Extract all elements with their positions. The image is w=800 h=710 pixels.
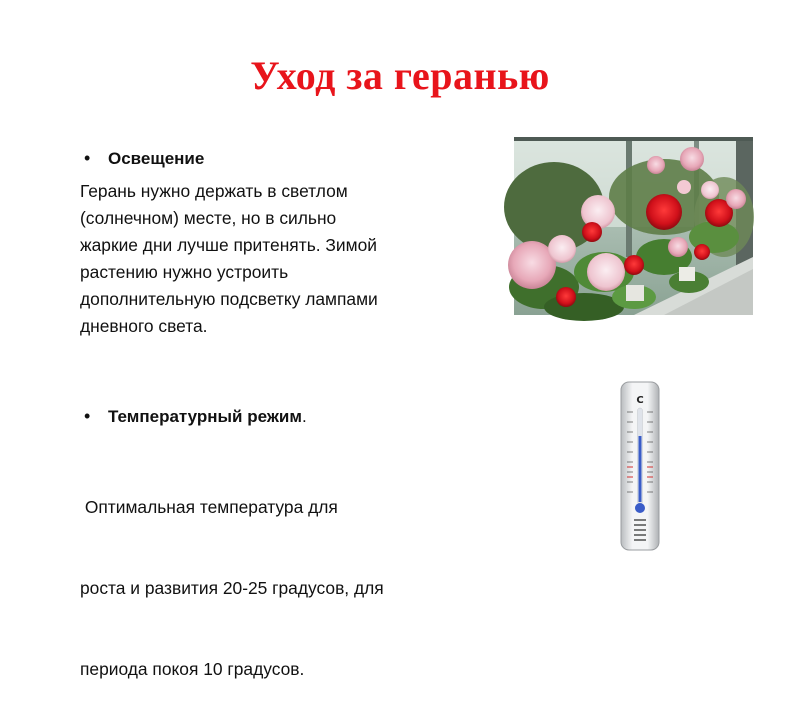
temperature-text xyxy=(80,440,384,710)
lighting-line: Герань нужно держать в светлом xyxy=(80,181,348,201)
geranium-photo xyxy=(514,137,753,315)
temperature-heading-suffix: . xyxy=(301,406,307,426)
temperature-line: роста и развития 20-25 градусов, для xyxy=(80,578,384,598)
bullet-icon: • xyxy=(84,148,91,168)
lighting-line: (солнечном) месте, но в сильно xyxy=(80,208,337,228)
temperature-heading: Температурный режим xyxy=(108,406,302,426)
lighting-line: жаркие дни лучше притенять. Зимой xyxy=(80,235,377,255)
temperature-line: периода покоя 10 градусов. xyxy=(80,659,305,679)
temperature-bullet xyxy=(84,406,307,427)
thermometer-image xyxy=(619,380,661,552)
lighting-text xyxy=(80,178,378,340)
thermometer-unit: C xyxy=(636,395,644,406)
slide-title: Уход за геранью xyxy=(250,53,550,98)
lighting-bullet xyxy=(84,148,204,169)
lighting-heading: Освещение xyxy=(108,148,205,168)
temperature-line: Оптимальная температура для xyxy=(80,497,338,517)
bullet-icon: • xyxy=(84,406,91,426)
lighting-line: дополнительную подсветку лампами xyxy=(80,289,378,309)
lighting-line: растению нужно устроить xyxy=(80,262,289,282)
lighting-line: дневного света. xyxy=(80,316,208,336)
